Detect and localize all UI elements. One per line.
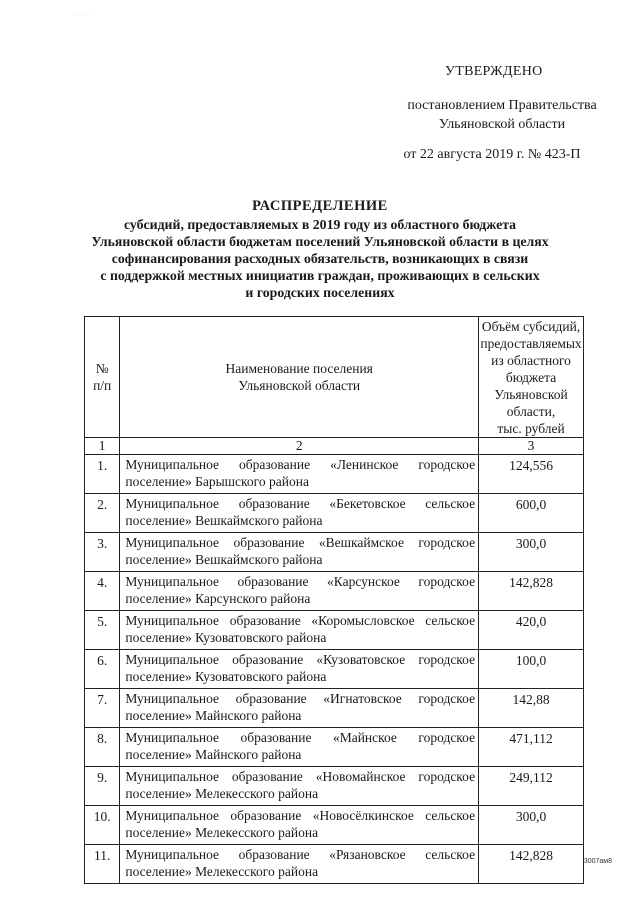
header-line: области, bbox=[506, 404, 556, 419]
subsidy-amount: 600,0 bbox=[479, 494, 584, 533]
table-row bbox=[85, 650, 584, 689]
subtitle-line: Ульяновской области бюджетам поселений Ульяновской области в целях bbox=[91, 234, 549, 249]
settlement-name: Муниципальное образование «Ленинское городское поселение» Барышского района bbox=[120, 455, 479, 494]
table-row bbox=[85, 728, 584, 767]
row-number: 2. bbox=[85, 494, 120, 533]
column-number: 3 bbox=[479, 438, 584, 455]
row-number: 8. bbox=[85, 728, 120, 767]
header-line: п/п bbox=[93, 378, 112, 393]
subsidy-amount: 471,112 bbox=[479, 728, 584, 767]
table-row bbox=[85, 455, 584, 494]
subsidy-amount: 249,112 bbox=[479, 767, 584, 806]
row-number: 7. bbox=[85, 689, 120, 728]
header-name bbox=[120, 317, 479, 438]
document-code: 3007ам8 bbox=[583, 858, 612, 865]
subsidy-amount: 100,0 bbox=[479, 650, 584, 689]
header-line: № bbox=[95, 361, 109, 376]
decree-line: постановлением Правительства bbox=[407, 98, 597, 113]
page-subtitle bbox=[60, 216, 580, 301]
settlement-name: Муниципальное образование «Коромысловское сельское поселение» Кузоватовского района bbox=[120, 611, 479, 650]
row-number: 4. bbox=[85, 572, 120, 611]
settlement-name: Муниципальное образование «Карсунское городское поселение» Карсунского района bbox=[120, 572, 479, 611]
subtitle-line: с поддержкой местных инициатив граждан, проживающих в сельских bbox=[100, 268, 540, 283]
row-number: 5. bbox=[85, 611, 120, 650]
header-line: Ульяновской bbox=[494, 387, 568, 402]
column-number-row bbox=[85, 438, 584, 455]
column-number: 2 bbox=[120, 438, 479, 455]
table-row bbox=[85, 572, 584, 611]
settlement-name: Муниципальное образование «Майнское городское поселение» Майнского района bbox=[120, 728, 479, 767]
header-amount bbox=[479, 317, 584, 438]
table-row bbox=[85, 533, 584, 572]
header-line: из областного bbox=[491, 353, 571, 368]
header-line: предоставляемых bbox=[480, 336, 582, 351]
scan-marks: · · · · · bbox=[75, 12, 92, 18]
row-number: 11. bbox=[85, 845, 120, 884]
subtitle-line: софинансирования расходных обязательств, возникающих в связи bbox=[111, 251, 529, 266]
decree-line: Ульяновской области bbox=[438, 117, 566, 132]
settlement-name: Муниципальное образование «Рязановское сельское поселение» Мелекесского района bbox=[120, 845, 479, 884]
header-line: тыс. рублей bbox=[497, 421, 565, 436]
table-row bbox=[85, 767, 584, 806]
settlement-name: Муниципальное образование «Вешкаймское городское поселение» Вешкаймского района bbox=[120, 533, 479, 572]
header-line: бюджета bbox=[505, 370, 557, 385]
subsidy-amount: 142,828 bbox=[479, 845, 584, 884]
subtitle-line: субсидий, предоставляемых в 2019 году из областного бюджета bbox=[123, 217, 517, 232]
row-number: 1. bbox=[85, 455, 120, 494]
subsidy-amount: 142,828 bbox=[479, 572, 584, 611]
header-line: Наименование поселения bbox=[225, 361, 373, 376]
table-row bbox=[85, 689, 584, 728]
subsidy-amount: 300,0 bbox=[479, 533, 584, 572]
decree-reference bbox=[388, 96, 616, 134]
row-number: 10. bbox=[85, 806, 120, 845]
header-line: Ульяновской области bbox=[238, 378, 361, 393]
settlement-name: Муниципальное образование «Бекетовское сельское поселение» Вешкаймского района bbox=[120, 494, 479, 533]
settlement-name: Муниципальное образование «Кузоватовское городское поселение» Кузоватовского района bbox=[120, 650, 479, 689]
subsidy-amount: 142,88 bbox=[479, 689, 584, 728]
table-header-row bbox=[85, 317, 584, 438]
table-row bbox=[85, 494, 584, 533]
row-number: 9. bbox=[85, 767, 120, 806]
approved-stamp: УТВЕРЖДЕНО bbox=[445, 64, 543, 79]
subtitle-line: и городских поселениях bbox=[245, 285, 395, 300]
column-number: 1 bbox=[85, 438, 120, 455]
table-row bbox=[85, 845, 584, 884]
subsidy-amount: 300,0 bbox=[479, 806, 584, 845]
settlement-name: Муниципальное образование «Игнатовское городское поселение» Майнского района bbox=[120, 689, 479, 728]
subsidy-amount: 124,556 bbox=[479, 455, 584, 494]
header-line: Объём субсидий, bbox=[481, 319, 581, 334]
settlement-name: Муниципальное образование «Новосёлкинское сельское поселение» Мелекесского района bbox=[120, 806, 479, 845]
row-number: 3. bbox=[85, 533, 120, 572]
subsidy-amount: 420,0 bbox=[479, 611, 584, 650]
page-title: РАСПРЕДЕЛЕНИЕ bbox=[252, 198, 388, 214]
table-row bbox=[85, 806, 584, 845]
decree-date: от 22 августа 2019 г. № 423-П bbox=[403, 147, 581, 162]
row-number: 6. bbox=[85, 650, 120, 689]
header-number bbox=[85, 317, 120, 438]
table-row bbox=[85, 611, 584, 650]
settlement-name: Муниципальное образование «Новомайнское городское поселение» Мелекесского района bbox=[120, 767, 479, 806]
subsidy-table bbox=[84, 316, 584, 884]
